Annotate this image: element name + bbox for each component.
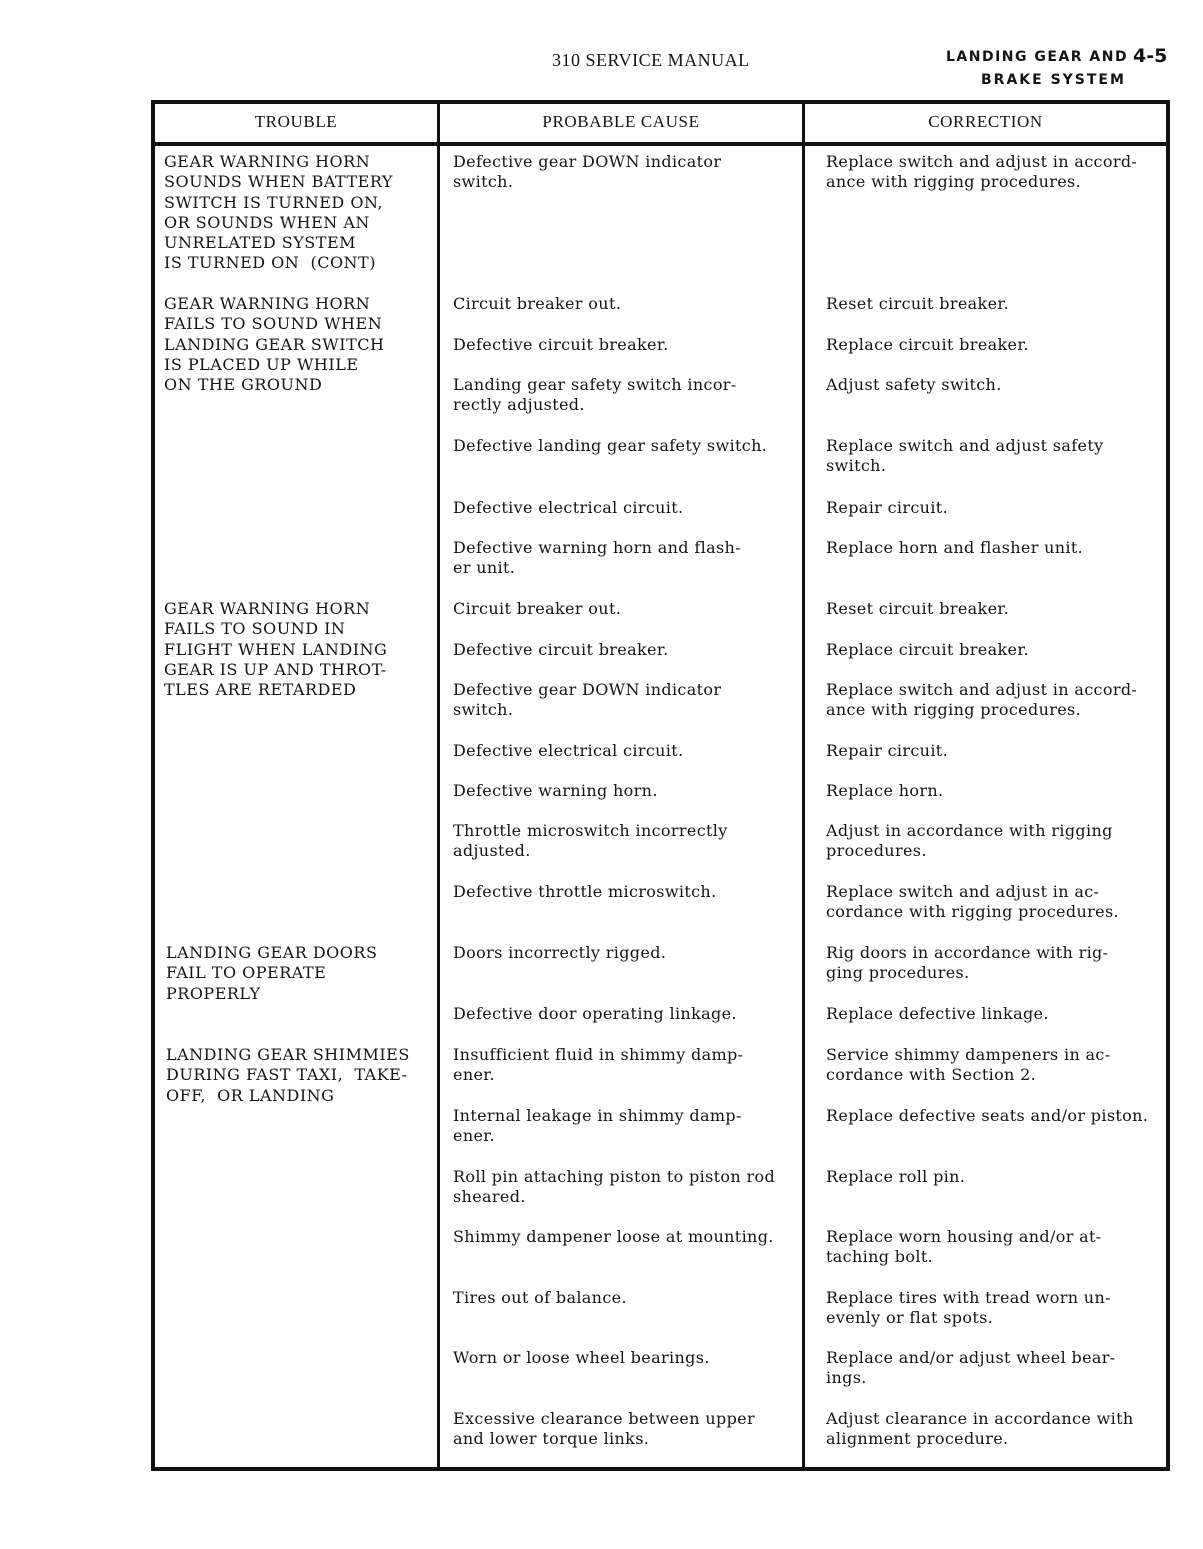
correction-cell: Repair circuit. bbox=[826, 498, 949, 517]
trouble-cell: GEAR WARNING HORN FAILS TO SOUND WHEN LANDING GEAR SWITCH IS PLACED UP WHILE ON THE GROUND bbox=[164, 294, 385, 395]
probable-cause-cell: Worn or loose wheel bearings. bbox=[453, 1348, 710, 1367]
probable-cause-cell: Defective circuit breaker. bbox=[453, 640, 669, 659]
trouble-cell: LANDING GEAR SHIMMIES DURING FAST TAXI, TAKE- OFF, OR LANDING bbox=[166, 1045, 410, 1105]
probable-cause-cell: Excessive clearance between upper and lower torque links. bbox=[453, 1409, 755, 1449]
probable-cause-cell: Defective throttle microswitch. bbox=[453, 882, 717, 901]
correction-cell: Replace horn. bbox=[826, 781, 944, 800]
trouble-cell: GEAR WARNING HORN SOUNDS WHEN BATTERY SWITCH IS TURNED ON, OR SOUNDS WHEN AN UNRELATED SYSTEM IS TURNED ON (CONT) bbox=[164, 152, 393, 273]
probable-cause-cell: Shimmy dampener loose at mounting. bbox=[453, 1227, 774, 1246]
probable-cause-cell: Defective door operating linkage. bbox=[453, 1004, 737, 1023]
trouble-cell: GEAR WARNING HORN FAILS TO SOUND IN FLIGHT WHEN LANDING GEAR IS UP AND THROT- TLES ARE RETARDED bbox=[164, 599, 388, 700]
probable-cause-cell: Insufficient fluid in shimmy damp- ener. bbox=[453, 1045, 744, 1085]
correction-cell: Replace circuit breaker. bbox=[826, 335, 1029, 354]
correction-cell: Adjust safety switch. bbox=[826, 375, 1002, 394]
column-header-trouble: TROUBLE bbox=[254, 112, 338, 131]
correction-cell: Replace switch and adjust in ac- cordance with rigging procedures. bbox=[826, 882, 1119, 922]
correction-cell: Reset circuit breaker. bbox=[826, 294, 1010, 313]
correction-cell: Replace switch and adjust in accord- ance with rigging procedures. bbox=[826, 152, 1138, 192]
correction-cell: Replace switch and adjust safety switch. bbox=[826, 436, 1104, 476]
column-header-correction: CORRECTION bbox=[928, 112, 1043, 131]
page-number: 4-5 bbox=[1133, 45, 1168, 67]
manual-title: 310 SERVICE MANUAL bbox=[552, 50, 750, 70]
section-title: LANDING GEAR AND bbox=[946, 49, 1129, 65]
correction-cell: Rig doors in accordance with rig- ging procedures. bbox=[826, 943, 1109, 983]
probable-cause-cell: Throttle microswitch incorrectly adjusted. bbox=[453, 821, 728, 861]
column-divider bbox=[802, 100, 805, 1471]
correction-cell: Replace and/or adjust wheel bear- ings. bbox=[826, 1348, 1116, 1388]
correction-cell: Replace tires with tread worn un- evenly or flat spots. bbox=[826, 1288, 1111, 1328]
probable-cause-cell: Defective gear DOWN indicator switch. bbox=[453, 152, 722, 192]
trouble-cell: LANDING GEAR DOORS FAIL TO OPERATE PROPERLY bbox=[166, 943, 378, 1003]
probable-cause-cell: Tires out of balance. bbox=[453, 1288, 627, 1307]
subsection-title: BRAKE SYSTEM bbox=[981, 72, 1126, 88]
probable-cause-cell: Circuit breaker out. bbox=[453, 599, 622, 618]
probable-cause-cell: Defective electrical circuit. bbox=[453, 741, 684, 760]
column-header-probable-cause: PROBABLE CAUSE bbox=[542, 112, 700, 131]
probable-cause-cell: Defective landing gear safety switch. bbox=[453, 436, 768, 455]
correction-cell: Service shimmy dampeners in ac- cordance with Section 2. bbox=[826, 1045, 1111, 1085]
probable-cause-cell: Defective warning horn and flash- er unit. bbox=[453, 538, 741, 578]
correction-cell: Replace worn housing and/or at- taching bolt. bbox=[826, 1227, 1102, 1267]
probable-cause-cell: Doors incorrectly rigged. bbox=[453, 943, 667, 962]
probable-cause-cell: Circuit breaker out. bbox=[453, 294, 622, 313]
probable-cause-cell: Landing gear safety switch incor- rectly adjusted. bbox=[453, 375, 737, 415]
probable-cause-cell: Internal leakage in shimmy damp- ener. bbox=[453, 1106, 742, 1146]
probable-cause-cell: Defective electrical circuit. bbox=[453, 498, 684, 517]
probable-cause-cell: Defective circuit breaker. bbox=[453, 335, 669, 354]
correction-cell: Replace circuit breaker. bbox=[826, 640, 1029, 659]
correction-cell: Replace horn and flasher unit. bbox=[826, 538, 1084, 557]
column-divider bbox=[437, 100, 440, 1471]
probable-cause-cell: Defective warning horn. bbox=[453, 781, 658, 800]
probable-cause-cell: Roll pin attaching piston to piston rod sheared. bbox=[453, 1167, 776, 1207]
probable-cause-cell: Defective gear DOWN indicator switch. bbox=[453, 680, 722, 720]
correction-cell: Replace roll pin. bbox=[826, 1167, 966, 1186]
correction-cell: Reset circuit breaker. bbox=[826, 599, 1010, 618]
correction-cell: Adjust in accordance with rigging procedures. bbox=[826, 821, 1113, 861]
correction-cell: Replace defective seats and/or piston. bbox=[826, 1106, 1149, 1125]
header-divider bbox=[151, 142, 1170, 146]
correction-cell: Repair circuit. bbox=[826, 741, 949, 760]
correction-cell: Replace defective linkage. bbox=[826, 1004, 1049, 1023]
correction-cell: Adjust clearance in accordance with alignment procedure. bbox=[826, 1409, 1134, 1449]
correction-cell: Replace switch and adjust in accord- ance with rigging procedures. bbox=[826, 680, 1138, 720]
